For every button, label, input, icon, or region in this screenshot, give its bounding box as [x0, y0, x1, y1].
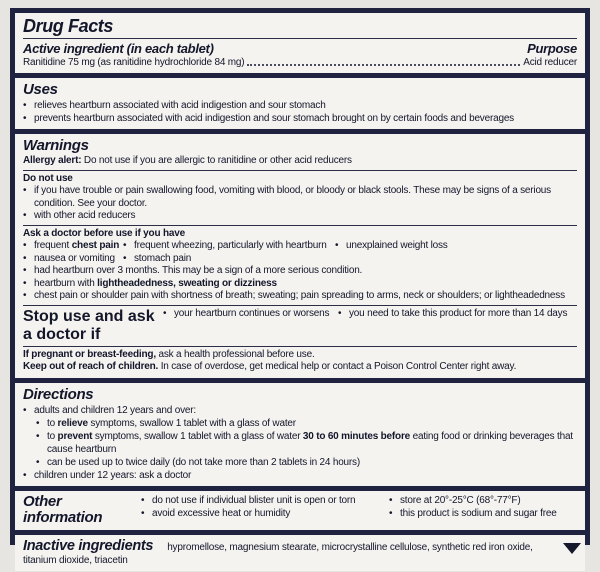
stop-use-label: Stop use and ask a doctor if [23, 307, 155, 343]
list-item-text: children under 12 years: ask a doctor [34, 469, 192, 481]
list-item [36, 417, 577, 430]
list-item [23, 469, 577, 482]
pregnancy-warning [23, 349, 577, 362]
list-item-text: can be used up to twice daily (do not take more than 2 tablets in 24 hours) [47, 456, 360, 468]
list-item-text: avoid excessive heat or humidity [152, 507, 291, 519]
list-item-text: to relieve symptoms, swallow 1 tablet with a glass of water [47, 417, 296, 429]
bullet-marker: • [123, 252, 127, 264]
divider [23, 170, 577, 171]
bullet-marker: • [23, 404, 27, 416]
list-item-text: had heartburn over 3 months. This may be a sign of a more serious condition. [34, 265, 363, 276]
list-item-text: unexplained weight loss [346, 240, 448, 251]
bullet-marker: • [23, 252, 27, 264]
more-content-triangle-icon [563, 543, 581, 554]
do-not-use-heading [23, 173, 577, 186]
active-ingredient-header-row [23, 41, 577, 56]
list-item [23, 99, 577, 112]
keep-out-warning [23, 361, 577, 374]
bullet-marker: • [338, 307, 342, 319]
bullet-marker: • [23, 100, 27, 111]
warnings-heading: Warnings [23, 137, 89, 154]
list-item [123, 253, 335, 266]
list-item [389, 494, 577, 507]
divider [23, 346, 577, 347]
drug-facts-label [10, 8, 590, 566]
list-item [23, 404, 577, 417]
other-information-row [23, 494, 577, 526]
ingredient-name: Ranitidine 75 mg (as ranitidine hydrochloride 84 mg) [23, 57, 245, 68]
inactive-ingredients-heading: Inactive ingredients [23, 537, 154, 554]
label-title: Drug Facts [23, 16, 114, 36]
list-item-text: nausea or vomiting [34, 252, 115, 264]
active-ingredient-heading: Active ingredient (in each tablet) [23, 41, 214, 56]
directions-heading: Directions [23, 385, 94, 403]
bullet-marker: • [23, 469, 27, 481]
list-item [23, 185, 577, 210]
section-warnings [15, 134, 585, 378]
bullet-marker: • [141, 494, 145, 506]
other-information-col1 [141, 494, 389, 526]
bullet-marker: • [23, 185, 27, 196]
bullet-marker: • [389, 494, 393, 506]
allergy-alert-text: Do not use if you are allergic to ranitidine or other acid reducers [81, 155, 352, 166]
list-item-text: adults and children 12 years and over: [34, 404, 196, 416]
list-item [23, 253, 123, 266]
list-item [338, 308, 577, 344]
symptom-row [23, 253, 577, 266]
symptom-row [23, 240, 577, 253]
ingredient-row [23, 56, 577, 69]
other-information-heading: Other information [23, 492, 103, 526]
list-item [389, 507, 577, 520]
list-item [23, 265, 577, 278]
pregnancy-warning-label: If pregnant or breast-feeding, [23, 348, 156, 360]
list-item [23, 240, 123, 253]
list-item-text: stomach pain [134, 252, 192, 264]
list-item-text: if you have trouble or pain swallowing food, vomiting with blood, or bloody or black stools. These may be signs of a serious condition. See your doctor. [34, 185, 551, 209]
list-item [23, 278, 577, 291]
bullet-marker: • [23, 265, 27, 276]
section-uses [15, 78, 585, 129]
bullet-marker: • [163, 307, 167, 319]
list-item-text: do not use if individual blister unit is open or torn [152, 494, 356, 506]
list-item [123, 240, 335, 253]
do-not-use-heading-text: Do not use [23, 172, 73, 184]
inactive-ingredients-text: hypromellose, magnesium stearate, microcrystalline cellulose, synthetic red iron oxide, titanium dioxide, triacetin [23, 541, 533, 566]
list-item-text: store at 20°-25°C (68°-77°F) [400, 494, 521, 506]
uses-heading: Uses [23, 81, 58, 98]
list-item-text: this product is sodium and sugar free [400, 507, 557, 519]
list-item [36, 430, 577, 456]
allergy-alert-label: Allergy alert: [23, 155, 82, 166]
bullet-marker: • [36, 430, 40, 442]
list-item-text: with other acid reducers [34, 210, 136, 221]
list-item-text: frequent wheezing, particularly with heartburn [134, 240, 327, 251]
list-item-text: frequent chest pain [34, 240, 120, 251]
list-item-text: chest pain or shoulder pain with shortness of breath; sweating; pain spreading to arms, neck or shoulders; or lightheadedness [34, 290, 565, 301]
list-item [23, 112, 577, 125]
section-other-information [15, 491, 585, 530]
section-drug-facts [15, 13, 585, 73]
list-item-text: prevents heartburn associated with acid indigestion and sour stomach brought on by certain foods and beverages [34, 113, 514, 124]
pregnancy-warning-text: ask a health professional before use. [155, 348, 315, 360]
bullet-marker: • [23, 290, 27, 301]
stop-use-row [23, 308, 577, 344]
purpose-heading: Purpose [527, 41, 577, 56]
list-item-text: relieves heartburn associated with acid indigestion and sour stomach [34, 100, 326, 111]
bullet-marker: • [23, 240, 27, 251]
list-item [36, 456, 577, 469]
divider [23, 225, 577, 226]
divider [23, 38, 577, 39]
list-item [23, 290, 577, 303]
divider [23, 305, 577, 306]
list-item [163, 308, 338, 344]
ask-doctor-heading-text: Ask a doctor before use if you have [23, 227, 185, 239]
list-item [335, 240, 577, 253]
section-inactive-ingredients [15, 535, 585, 571]
purpose-value: Acid reducer [523, 57, 577, 68]
bullet-marker: • [36, 456, 40, 468]
list-item-text: you need to take this product for more than 14 days [349, 307, 568, 319]
list-item [141, 507, 389, 520]
keep-out-warning-text: In case of overdose, get medical help or contact a Poison Control Center right away. [158, 361, 517, 372]
dotted-leader [247, 64, 520, 66]
bullet-marker: • [389, 507, 393, 519]
bullet-marker: • [141, 507, 145, 519]
bullet-marker: • [23, 113, 27, 124]
bullet-marker: • [23, 210, 27, 221]
bullet-marker: • [36, 417, 40, 429]
bullet-marker: • [335, 240, 339, 251]
list-item-text: heartburn with lightheadedness, sweating or dizziness [34, 277, 277, 289]
list-item-text: your heartburn continues or worsens [174, 307, 330, 319]
keep-out-warning-label: Keep out of reach of children. [23, 361, 159, 372]
bullet-marker: • [123, 240, 127, 251]
list-item [141, 494, 389, 507]
bullet-marker: • [23, 277, 27, 289]
ask-doctor-heading [23, 228, 577, 241]
section-directions [15, 383, 585, 486]
list-item [23, 210, 577, 223]
other-information-col2 [389, 494, 577, 526]
allergy-alert [23, 155, 577, 168]
list-item-text: to prevent symptoms, swallow 1 tablet with a glass of water 30 to 60 minutes before eating food or drinking beverages that cause heartburn [47, 430, 573, 455]
inactive-ingredients-paragraph [23, 538, 579, 567]
